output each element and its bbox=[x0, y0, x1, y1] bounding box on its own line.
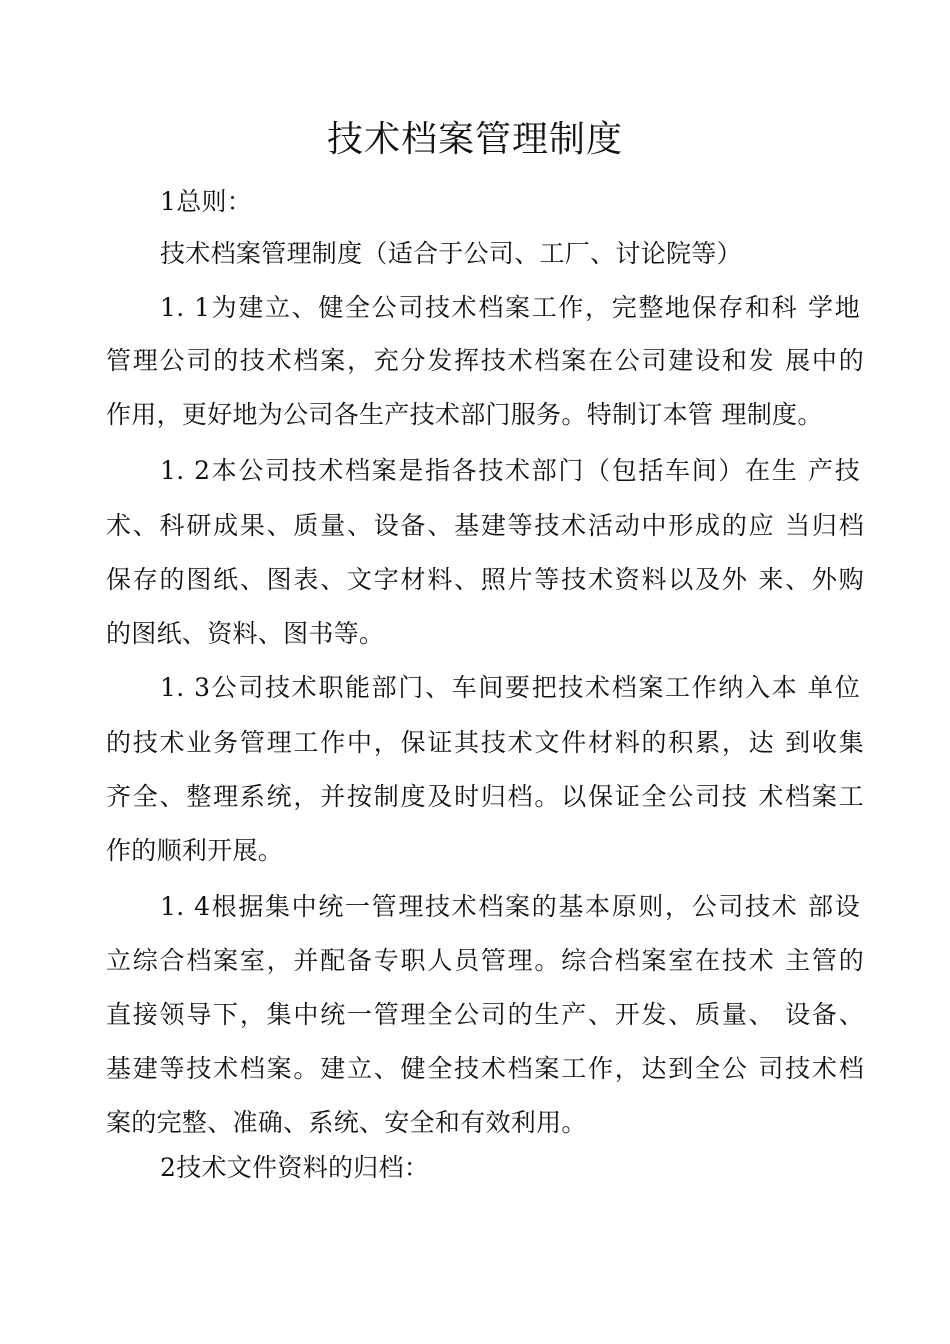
paragraph-line: 1. 3公司技术职能部门、车间要把技术档案工作纳入本 单位 bbox=[160, 673, 860, 702]
paragraph-line: 术、科研成果、质量、设备、基建等技术活动中形成的应 当归档 bbox=[106, 511, 864, 540]
paragraph-line: 1. 4根据集中统一管理技术档案的基本原则，公司技术 部设 bbox=[160, 892, 860, 921]
paragraph-line: 的技术业务管理工作中，保证其技术文件材料的积累，达 到收集 bbox=[106, 728, 864, 757]
paragraph-line: 直接领导下，集中统一管理全公司的生产、开发、质量、 设备、 bbox=[106, 1000, 864, 1029]
paragraph-line: 立综合档案室，并配备专职人员管理。综合档案室在技术 主管的 bbox=[106, 946, 864, 975]
paragraph-line: 基建等技术档案。建立、健全技术档案工作，达到全公 司技术档 bbox=[106, 1054, 864, 1083]
section-heading: 2技术文件资料的归档： bbox=[160, 1153, 430, 1182]
paragraph-line: 的图纸、资料、图书等。 bbox=[106, 619, 385, 648]
paragraph-line: 作用，更好地为公司各生产技术部门服务。特制订本管 理制度。 bbox=[106, 400, 823, 429]
paragraph-line: 案的完整、准确、系统、安全和有效利用。 bbox=[106, 1108, 587, 1137]
paragraph-line: 1. 1为建立、健全公司技术档案工作，完整地保存和科 学地 bbox=[160, 293, 860, 322]
paragraph-line: 齐全、整理系统，并按制度及时归档。以保证全公司技 术档案工 bbox=[106, 782, 864, 811]
paragraph-line: 作的顺利开展。 bbox=[106, 836, 284, 865]
paragraph-line: 管理公司的技术档案，充分发挥技术档案在公司建设和发 展中的 bbox=[106, 346, 864, 375]
paragraph-line: 保存的图纸、图表、文字材料、照片等技术资料以及外 来、外购 bbox=[106, 565, 864, 594]
subtitle-line: 技术档案管理制度（适合于公司、工厂、讨论院等） bbox=[160, 239, 742, 268]
section-heading: 1总则： bbox=[160, 187, 253, 216]
document-title: 技术档案管理制度 bbox=[326, 119, 623, 160]
paragraph-line: 1. 2本公司技术档案是指各技术部门（包括车间）在生 产技 bbox=[160, 456, 860, 485]
